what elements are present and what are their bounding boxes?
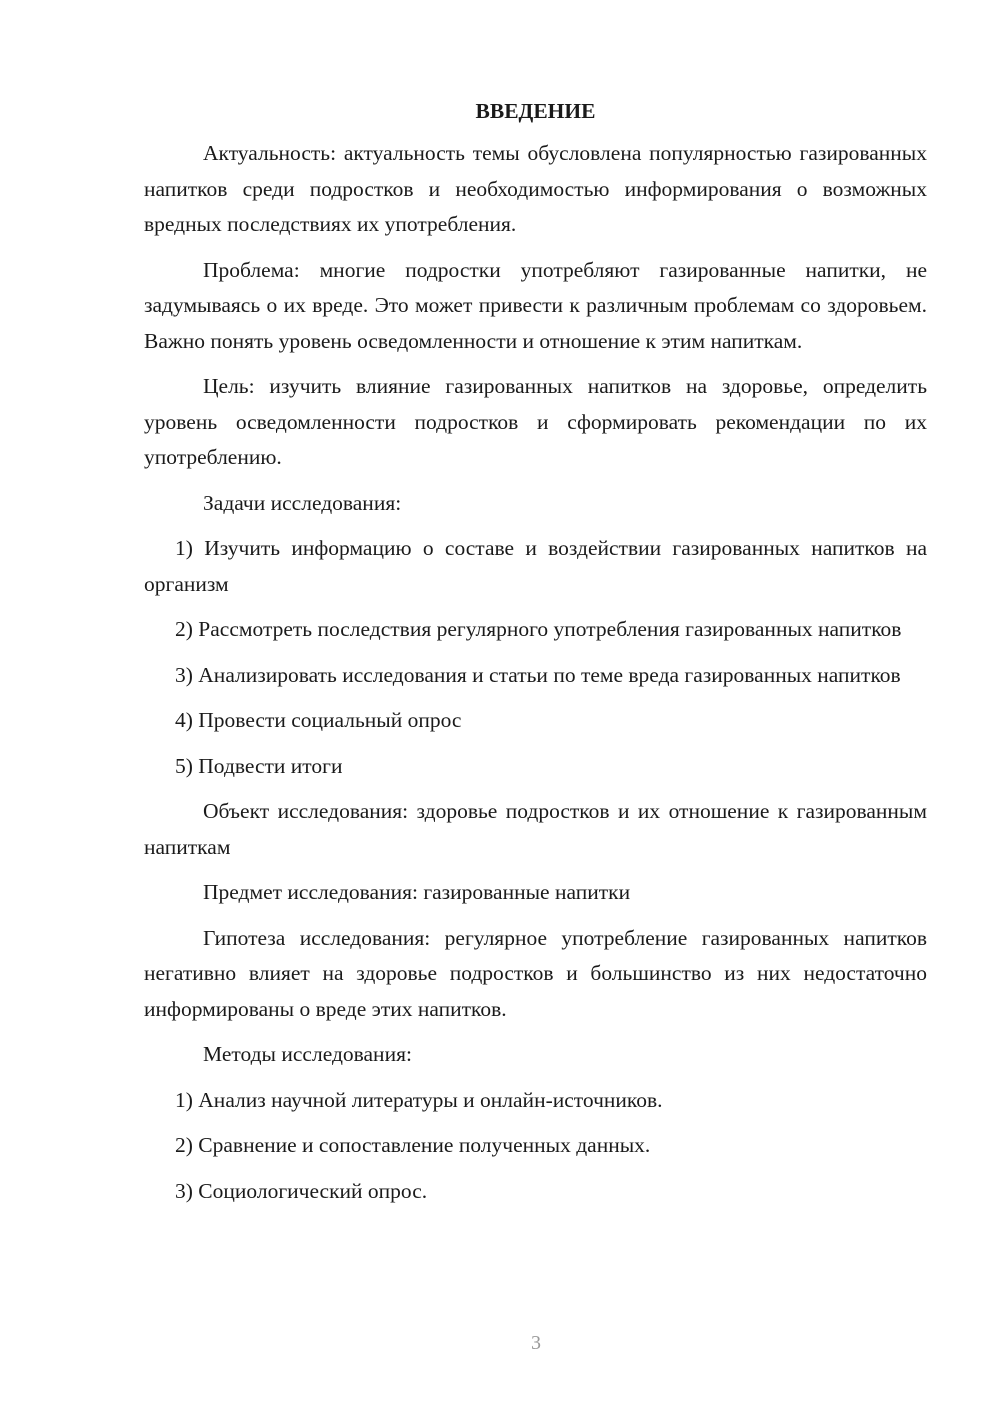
method-item-3: 3) Социологический опрос. xyxy=(175,1178,428,1203)
methods-heading: Методы исследования: xyxy=(203,1042,412,1066)
relevance-paragraph: Актуальность: актуальность темы обусловлена популярностью газированных напитков среди подростков и необходимостью информирования о возможных вредных последствиях их употребления. xyxy=(144,141,927,236)
section-title: ВВЕДЕНИЕ xyxy=(475,99,596,123)
problem-paragraph: Проблема: многие подростки употребляют газированные напитки, не задумываясь о их вреде. Это может привести к различным проблемам со здоровьем. Важно понять уровень осведомленности и отношение к этим напиткам. xyxy=(144,257,927,353)
object-paragraph: Объект исследования: здоровье подростков и их отношение к газированным напиткам xyxy=(144,799,927,859)
task-item-3: 3) Анализировать исследования и статьи по теме вреда газированных напитков xyxy=(175,662,901,687)
tasks-heading: Задачи исследования: xyxy=(203,490,402,515)
page-content xyxy=(144,96,927,1219)
goal-paragraph: Цель: изучить влияние газированных напитков на здоровье, определить уровень осведомленности подростков и сформировать рекомендации по их употреблению. xyxy=(144,374,927,469)
task-item-2: 2) Рассмотреть последствия регулярного употребления газированных напитков xyxy=(175,617,902,641)
task-item-5: 5) Подвести итоги xyxy=(175,753,343,778)
task-item-1: 1) Изучить информацию о составе и воздействии газированных напитков на организм xyxy=(144,536,927,596)
subject-paragraph: Предмет исследования: газированные напитки xyxy=(203,880,631,904)
method-item-2: 2) Сравнение и сопоставление полученных данных. xyxy=(175,1133,651,1157)
page-number: 3 xyxy=(531,1332,541,1354)
task-item-4: 4) Провести социальный опрос xyxy=(175,708,462,732)
method-item-1: 1) Анализ научной литературы и онлайн-источников. xyxy=(175,1087,663,1112)
hypothesis-paragraph: Гипотеза исследования: регулярное употребление газированных напитков негативно влияет на здоровье подростков и большинство из них недостаточно информированы о вреде этих напитков. xyxy=(144,925,927,1021)
